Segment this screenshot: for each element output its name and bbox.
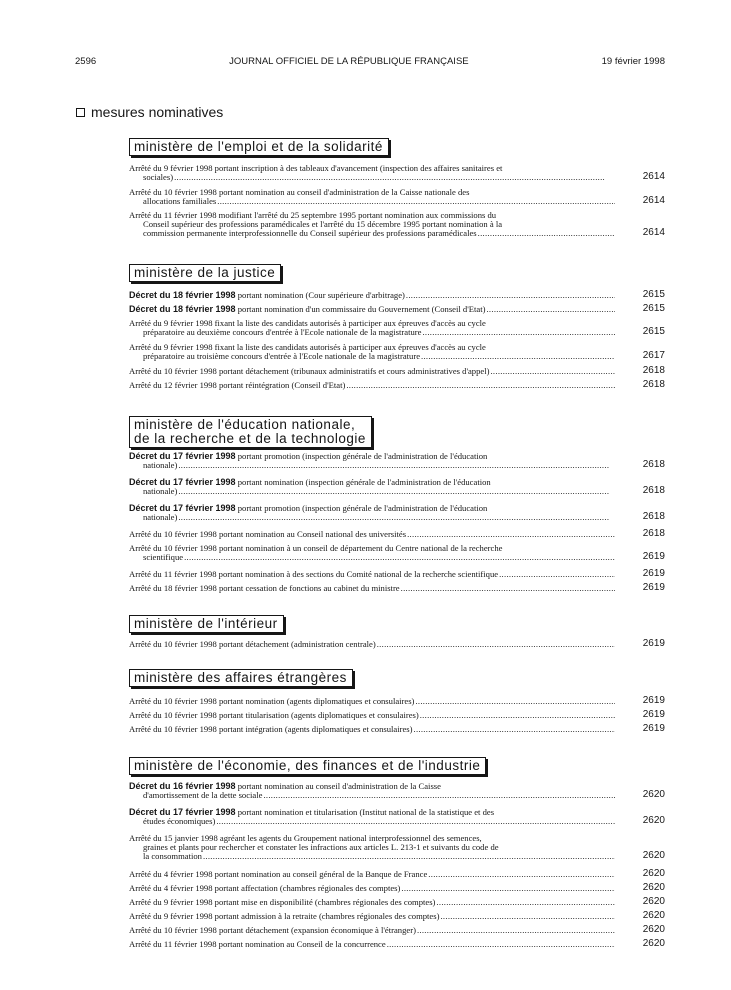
summary-entry	[129, 940, 665, 949]
entry-line-with-leader: préparatoire au deuxième concours d'entrée à l'Ecole nationale de la magistrature .....	[129, 328, 615, 337]
dot-leader	[401, 884, 615, 893]
summary-entry	[129, 504, 665, 522]
entry-page-number: 2619	[642, 568, 665, 579]
entry-line-with-leader: Arrêté du 18 février 1998 portant cessation de fonctions au cabinet du ministre .....	[129, 584, 615, 593]
summary-entry	[129, 782, 665, 800]
dot-leader	[407, 530, 615, 539]
ministry-title-line: ministère de l'intérieur	[134, 616, 278, 631]
entry-line-with-leader: nationale) .....	[129, 487, 615, 496]
summary-entry	[129, 870, 665, 879]
dot-leader	[406, 291, 615, 300]
entry-page-number: 2618	[642, 485, 665, 496]
summary-entry	[129, 211, 665, 238]
entry-line-with-leader: Arrêté du 9 février 1998 portant admission à la retraite (chambres régionales des comptes) .....	[129, 912, 615, 921]
summary-entry	[129, 164, 665, 182]
summary-entry	[129, 926, 665, 935]
ministry-heading	[129, 416, 372, 448]
entry-line-with-leader: Arrêté du 11 février 1998 portant nomination à des sections du Comité national de la recherche scientifique .....	[129, 570, 615, 579]
entry-line-with-leader: commission permanente interprofessionnelle du Conseil supérieur des professions paramédicales .....	[129, 229, 615, 238]
dot-leader	[387, 940, 615, 949]
entry-line-with-leader: Arrêté du 10 février 1998 portant nomination (agents diplomatiques et consulaires) .....	[129, 697, 615, 706]
entry-line-with-leader: Arrêté du 10 février 1998 portant nomination au Conseil national des universités .....	[129, 530, 615, 539]
entry-line-with-leader: nationale) .....	[129, 461, 615, 470]
entry-line: Arrêté du 9 février 1998 fixant la liste des candidats autorisés à participer aux épreuves d'accès au cycle	[129, 318, 486, 328]
ministry-title-line: ministère des affaires étrangères	[134, 670, 347, 685]
entry-page-number: 2619	[642, 709, 665, 720]
ministry-title-line: ministère de l'emploi et de la solidarité	[134, 139, 383, 154]
dot-leader	[263, 791, 615, 800]
summary-entry	[129, 530, 665, 539]
dot-leader	[415, 697, 615, 706]
entry-line-with-leader: Arrêté du 4 février 1998 portant nomination au conseil général de la Banque de France .....	[129, 870, 615, 879]
ministry-heading	[129, 669, 353, 687]
summary-entry	[129, 640, 665, 649]
entry-line-with-leader: Arrêté du 4 février 1998 portant affectation (chambres régionales des comptes) .....	[129, 884, 615, 893]
entry-page-number: 2615	[642, 326, 665, 337]
entry-line-with-leader: d'amortissement de la dette sociale .....	[129, 791, 615, 800]
ministry-heading	[129, 757, 486, 775]
dot-leader	[203, 852, 615, 861]
summary-entry	[129, 570, 665, 579]
entry-line-with-leader: Décret du 18 février 1998 portant nomination d'un commissaire du Gouvernement (Conseil d'Etat) .....	[129, 305, 615, 314]
entry-line: Arrêté du 10 février 1998 portant nomination au conseil d'administration de la Caisse nationale des	[129, 187, 470, 197]
entry-page-number: 2619	[642, 638, 665, 649]
page-header	[75, 56, 665, 67]
decree-lead: Décret du 17 février 1998	[129, 451, 236, 461]
entry-page-number: 2614	[642, 195, 665, 206]
entry-line-with-leader: Arrêté du 10 février 1998 portant détachement (tribunaux administratifs et cours administratives d'appel) .....	[129, 367, 615, 376]
entry-page-number: 2615	[642, 303, 665, 314]
entry-line: Arrêté du 9 février 1998 portant inscription à des tableaux d'avancement (inspection des affaires sanitaires et	[129, 163, 503, 173]
summary-entry	[129, 381, 665, 390]
entry-page-number: 2620	[642, 868, 665, 879]
entry-line-with-leader: sociales) .....	[129, 173, 615, 182]
entry-line-with-leader: Arrêté du 12 février 1998 portant réintégration (Conseil d'Etat) .....	[129, 381, 615, 390]
entry-line-with-leader: Arrêté du 10 février 1998 portant détachement (administration centrale) .....	[129, 640, 615, 649]
entry-line-with-leader: scientifique .....	[129, 553, 615, 562]
entry-page-number: 2618	[642, 379, 665, 390]
entry-page-number: 2618	[642, 365, 665, 376]
decree-lead: Décret du 17 février 1998	[129, 503, 236, 513]
dot-leader	[401, 584, 615, 593]
dot-leader	[490, 367, 615, 376]
entry-page-number: 2620	[642, 896, 665, 907]
dot-leader	[440, 912, 615, 921]
decree-lead: Décret du 18 février 1998	[129, 290, 236, 300]
entry-line: Décret du 16 février 1998 portant nomination au conseil d'administration de la Caisse	[129, 781, 441, 791]
entry-page-number: 2620	[642, 850, 665, 861]
dot-leader	[178, 513, 615, 522]
summary-entry	[129, 898, 665, 907]
entry-page-number: 2620	[642, 789, 665, 800]
summary-entry	[129, 711, 665, 720]
section-heading	[76, 104, 223, 120]
dot-leader	[178, 461, 615, 470]
entry-line-with-leader: nationale) .....	[129, 513, 615, 522]
dot-leader	[346, 381, 615, 390]
summary-entry	[129, 697, 665, 706]
ministry-heading	[129, 138, 389, 156]
entry-page-number: 2618	[642, 528, 665, 539]
entry-line: Décret du 17 février 1998 portant promotion (inspection générale de l'administration de l'éducation	[129, 503, 488, 513]
entry-page-number: 2619	[642, 695, 665, 706]
dot-leader	[478, 229, 615, 238]
entry-line: Arrêté du 11 février 1998 modifiant l'arrêté du 25 septembre 1995 portant nomination aux commissions du	[129, 210, 497, 220]
entry-page-number: 2620	[642, 815, 665, 826]
entry-line: Arrêté du 15 janvier 1998 agréant les agents du Groupement national interprofessionnel des semences,	[129, 833, 482, 843]
entry-line-with-leader: Arrêté du 10 février 1998 portant titularisation (agents diplomatiques et consulaires) .....	[129, 711, 615, 720]
summary-entry	[129, 367, 665, 376]
checkbox-square-icon	[76, 108, 85, 117]
entry-page-number: 2614	[642, 171, 665, 182]
entry-page-number: 2614	[642, 227, 665, 238]
dot-leader	[417, 926, 615, 935]
summary-entry	[129, 834, 665, 861]
dot-leader	[184, 553, 615, 562]
decree-lead: Décret du 16 février 1998	[129, 781, 236, 791]
entry-line-with-leader: la consommation .....	[129, 852, 615, 861]
decree-lead: Décret du 17 février 1998	[129, 807, 236, 817]
entry-page-number: 2619	[642, 582, 665, 593]
entry-page-number: 2620	[642, 910, 665, 921]
entry-page-number: 2619	[642, 551, 665, 562]
page-number: 2596	[75, 56, 97, 67]
entry-line-with-leader: études économiques) .....	[129, 817, 615, 826]
dot-leader	[486, 305, 615, 314]
entry-line: Décret du 17 février 1998 portant promotion (inspection générale de l'administration de l'éducation	[129, 451, 488, 461]
ministry-heading	[129, 615, 284, 633]
decree-lead: Décret du 18 février 1998	[129, 304, 236, 314]
entry-line-with-leader: Décret du 18 février 1998 portant nomination (Cour supérieure d'arbitrage) .....	[129, 291, 615, 300]
entry-page-number: 2618	[642, 511, 665, 522]
entry-page-number: 2619	[642, 723, 665, 734]
entry-line-with-leader: Arrêté du 10 février 1998 portant détachement (expansion économique à l'étranger) .....	[129, 926, 615, 935]
entry-line: Arrêté du 9 février 1998 fixant la liste des candidats autorisés à participer aux épreuves d'accès au cycle	[129, 342, 486, 352]
dot-leader	[499, 570, 615, 579]
ministry-title-line: de la recherche et de la technologie	[134, 431, 366, 446]
summary-entry	[129, 188, 665, 206]
ministry-title-line: ministère de l'économie, des finances et de l'industrie	[134, 758, 481, 773]
entry-line-with-leader: Arrêté du 11 février 1998 portant nomination au Conseil de la concurrence .....	[129, 940, 615, 949]
summary-entry	[129, 808, 665, 826]
entry-line: Décret du 17 février 1998 portant nomination (inspection générale de l'administration de l'éducation	[129, 477, 491, 487]
dot-leader	[377, 640, 615, 649]
summary-entry	[129, 319, 665, 337]
entry-page-number: 2617	[642, 350, 665, 361]
entry-page-number: 2615	[642, 289, 665, 300]
entry-line: Décret du 17 février 1998 portant nomination et titularisation (Institut national de la statistique et des	[129, 807, 495, 817]
dot-leader	[420, 711, 615, 720]
dot-leader	[216, 817, 615, 826]
section-title: mesures nominatives	[91, 104, 224, 120]
ministry-title-line: ministère de l'éducation nationale,	[134, 417, 356, 432]
dot-leader	[174, 173, 615, 182]
summary-entry	[129, 305, 665, 314]
dot-leader	[217, 197, 615, 206]
entry-page-number: 2618	[642, 459, 665, 470]
entry-line: Arrêté du 10 février 1998 portant nomination à un conseil de département du Centre national de la recherche	[129, 543, 503, 553]
entry-line: Conseil supérieur des professions paramédicales et l'arrêté du 15 décembre 1995 portant nomination à la	[143, 219, 503, 229]
summary-entry	[129, 884, 665, 893]
entry-line-with-leader: Arrêté du 10 février 1998 portant intégration (agents diplomatiques et consulaires) .....	[129, 725, 615, 734]
ministry-title-line: ministère de la justice	[134, 265, 276, 280]
summary-entry	[129, 912, 665, 921]
entry-line-with-leader: Arrêté du 9 février 1998 portant mise en disponibilité (chambres régionales des comptes) .....	[129, 898, 615, 907]
summary-entry	[129, 725, 665, 734]
entry-line: graines et plants pour rechercher et constater les infractions aux articles L. 213-1 et suivants du code de	[143, 842, 499, 852]
summary-entry	[129, 452, 665, 470]
dot-leader	[414, 725, 615, 734]
ministry-heading	[129, 264, 281, 282]
decree-lead: Décret du 17 février 1998	[129, 477, 236, 487]
journal-title: JOURNAL OFFICIEL DE LA RÉPUBLIQUE FRANÇAISE	[229, 56, 469, 67]
dot-leader	[178, 487, 615, 496]
entry-page-number: 2620	[642, 924, 665, 935]
entry-page-number: 2620	[642, 882, 665, 893]
summary-entry	[129, 544, 665, 562]
summary-entry	[129, 291, 665, 300]
dot-leader	[428, 870, 615, 879]
entry-line-with-leader: préparatoire au troisième concours d'entrée à l'Ecole nationale de la magistrature .....	[129, 352, 615, 361]
summary-entry	[129, 478, 665, 496]
entry-page-number: 2620	[642, 938, 665, 949]
summary-entry	[129, 584, 665, 593]
dot-leader	[422, 328, 615, 337]
dot-leader	[421, 352, 615, 361]
entry-line-with-leader: allocations familiales .....	[129, 197, 615, 206]
summary-entry	[129, 343, 665, 361]
dot-leader	[436, 898, 615, 907]
issue-date: 19 février 1998	[601, 56, 665, 67]
